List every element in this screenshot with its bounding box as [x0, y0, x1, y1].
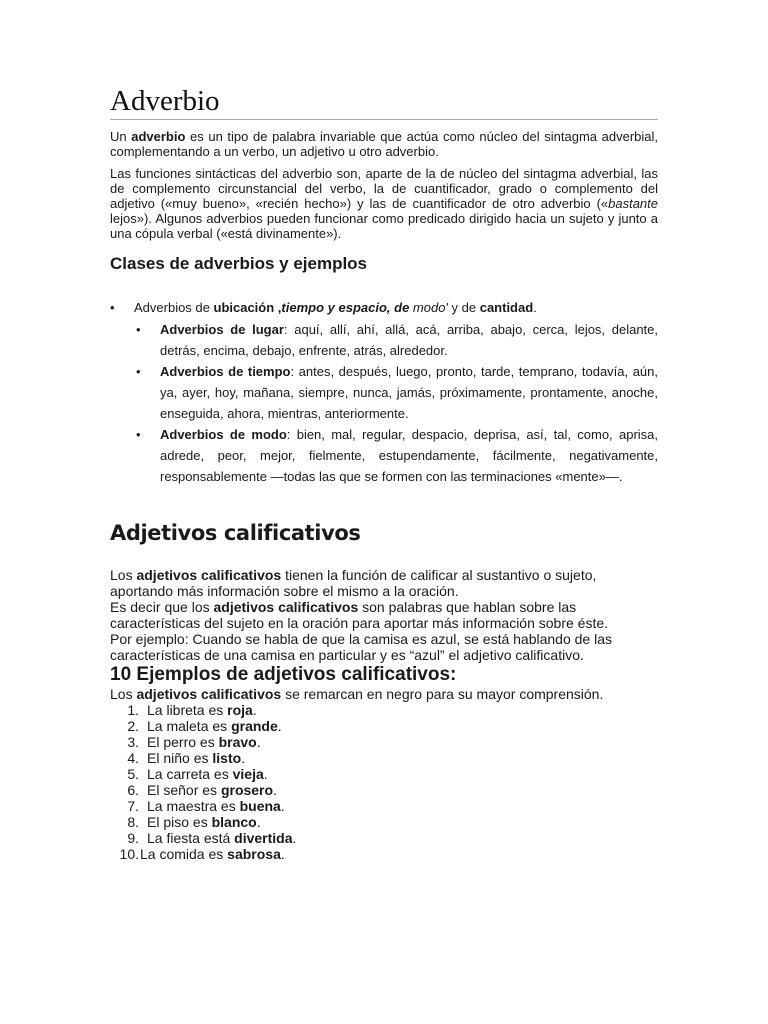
adjectives-paragraph-2: Es decir que los adjetivos calificativos son palabras que hablan sobre las características del sujeto en la oración para aportar más información sobre éste. [110, 599, 609, 631]
section-title-adjetivos: Adjetivos calificativos [110, 521, 361, 545]
list-item: 10. La comida es sabrosa. [119, 846, 285, 862]
adjectives-description [110, 567, 658, 663]
list-item-lugar: • Adverbios de lugar: aquí, allí, ahí, allá, acá, arriba, abajo, cerca, lejos, delante, detrás, encima, debajo, enfrente, atrás, alrededor. [134, 319, 658, 361]
examples-title: 10 Ejemplos de adjetivos calificativos: [110, 664, 457, 685]
list-item-tiempo: • Adverbios de tiempo: antes, después, luego, pronto, tarde, temprano, todavía, aún, ya, ayer, hoy, mañana, siempre, nunca, jamás, próximamente, prontamente, anoche, enseguida, ahora, mientras, anteriormente. [134, 361, 658, 424]
list-item: 7. La maestra es buena. [127, 798, 285, 814]
list-item: 3. El perro es bravo. [127, 734, 261, 750]
list-item: 9. La fiesta está divertida. [127, 830, 297, 846]
list-item: 1. La libreta es roja. [127, 702, 257, 718]
functions-paragraph: Las funciones sintácticas del adverbio son, aparte de la de núcleo del sintagma adverbial, las de complemento circunstancial del verbo, la de cuantificador, grado o complemento del adjetivo («muy bueno», «recién hecho») y las de cuantificador de otro adverbio («bastante lejos»). Algunos adverbios pueden funcionar como predicado dirigido hacia un sujeto y junto a una cópula verbal («está divinamente»). [110, 166, 658, 241]
document-page [110, 84, 658, 862]
list-item: 2. La maleta es grande. [127, 718, 282, 734]
list-item: 8. El piso es blanco. [127, 814, 261, 830]
list-item: 6. El señor es grosero. [127, 782, 277, 798]
examples-list [110, 702, 658, 862]
list-item: • Adverbios de ubicación ,tiempo y espacio, de modo' y de cantidad. • Adverbios de lugar: aquí, allí, ahí, allá, acá, arriba, abajo, cerca, lejos, delante, detrás, encima, debajo, enfrente, atrás, alrededor. • Adverbios de tiempo: antes, después, luego, pronto, tarde, temprano, todavía, aún, ya, ayer, hoy, mañana, siempre, nunca, jamás, próximamente, prontamente, anoche, enseguida, ahora, mientras, anteriormente. • Adverbios de modo: bien, mal, regular, despacio, deprisa, así, tal, como, aprisa, adrede, peor, mejor, fielmente, estupendamente, fácilmente, negativamente, responsablemente —todas las que se formen con las terminaciones «mente»—. [110, 298, 658, 487]
page-title: Adverbio [110, 84, 658, 120]
adjectives-paragraph-3: Por ejemplo: Cuando se habla de que la camisa es azul, se está hablando de las características de una camisa en particular y es “azul” el adjetivo calificativo. [110, 631, 612, 663]
intro-paragraph: Un adverbio es un tipo de palabra invariable que actúa como núcleo del sintagma adverbial, complementando a un verbo, un adjetivo u otro adverbio. [110, 129, 658, 159]
list-item: 4. El niño es listo. [127, 750, 246, 766]
section-title-clases: Clases de adverbios y ejemplos [110, 254, 368, 273]
adverb-classes-list [110, 298, 658, 487]
adjectives-paragraph-1: Los adjetivos calificativos tienen la función de calificar al sustantivo o sujeto, aportando más información sobre el mismo a la oración. [110, 567, 597, 599]
examples-intro: Los adjetivos calificativos se remarcan en negro para su mayor comprensión. [110, 686, 604, 702]
term-adverbio: adverbio [131, 129, 186, 144]
list-item: 5. La carreta es vieja. [127, 766, 268, 782]
adverb-subtypes-list [134, 319, 658, 487]
list-item-modo: • Adverbios de modo: bien, mal, regular, despacio, deprisa, así, tal, como, aprisa, adrede, peor, mejor, fielmente, estupendamente, fácilmente, negativamente, responsablemente —todas las que se formen con las terminaciones «mente»—. [134, 424, 658, 487]
